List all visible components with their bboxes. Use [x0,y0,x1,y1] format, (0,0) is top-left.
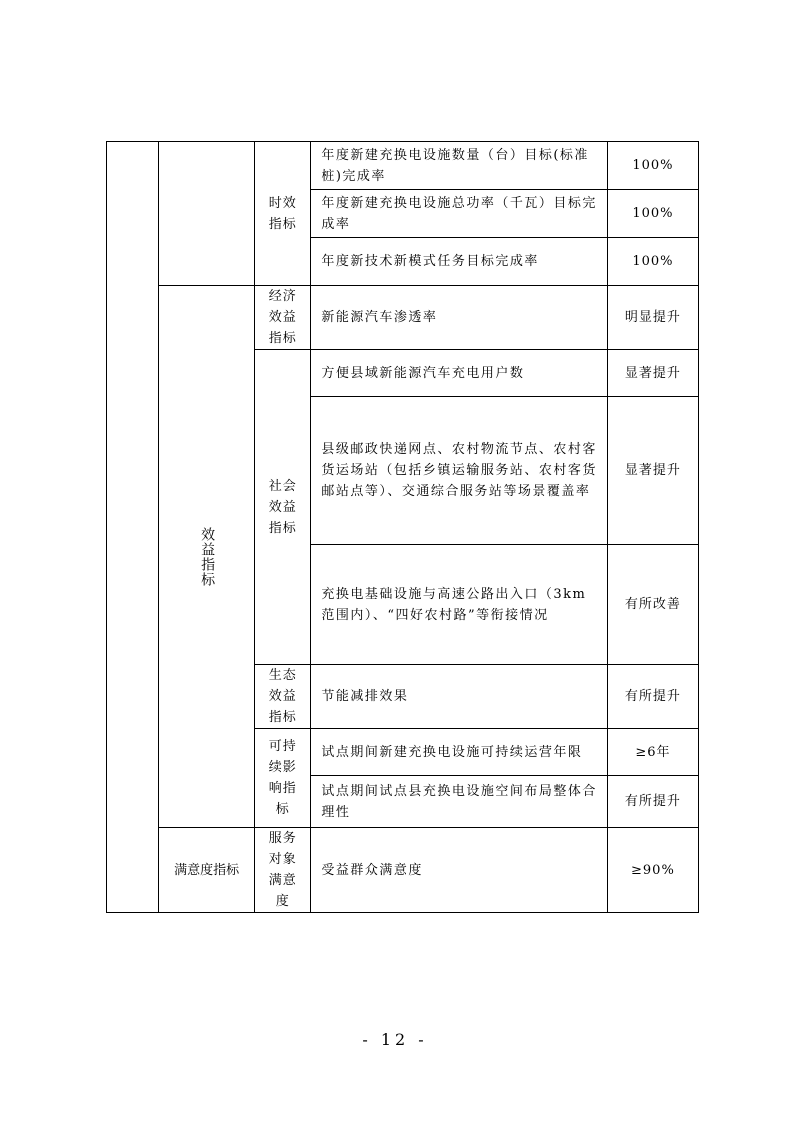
value-cell: 明显提升 [607,286,698,350]
indicator-cell: 县级邮政快递网点、农村物流节点、农村客货运场站（包括乡镇运输服务站、农村客货邮站点等）、交通综合服务站等场景覆盖率 [311,397,608,545]
level2-cell-satisfaction: 满意度指标 [159,828,255,913]
value-cell: 有所改善 [607,545,698,665]
value-cell: 有所提升 [607,776,698,828]
value-cell: 显著提升 [607,397,698,545]
indicator-cell: 充换电基础设施与高速公路出入口（3km范围内）、“四好农村路”等衔接情况 [311,545,608,665]
indicator-cell: 年度新技术新模式任务目标完成率 [311,238,608,286]
level1-cell [107,142,159,913]
level2-cell-benefit: 效益指标 [159,286,255,828]
level3-cell-sustainable: 可持续影响指标 [255,729,311,828]
level3-cell-economic: 经济效益指标 [255,286,311,350]
value-cell: 100% [607,190,698,238]
value-cell: 有所提升 [607,665,698,729]
table-row [107,286,699,350]
value-cell: 显著提升 [607,350,698,397]
indicator-table [106,141,699,913]
indicator-cell: 方便县域新能源汽车充电用户数 [311,350,608,397]
indicator-cell: 年度新建充换电设施数量（台）目标(标准桩)完成率 [311,142,608,190]
level2-cell-empty [159,142,255,286]
value-cell: 100% [607,142,698,190]
indicator-cell: 试点期间试点县充换电设施空间布局整体合理性 [311,776,608,828]
value-cell: ≥6年 [607,729,698,776]
indicator-cell: 新能源汽车渗透率 [311,286,608,350]
level3-cell-service: 服务对象满意度 [255,828,311,913]
value-cell: ≥90% [607,828,698,913]
table-row [107,142,699,190]
indicator-cell: 试点期间新建充换电设施可持续运营年限 [311,729,608,776]
level3-cell-social: 社会效益指标 [255,350,311,665]
page-number: - 12 - [362,1030,428,1049]
indicator-cell: 受益群众满意度 [311,828,608,913]
indicator-cell: 节能减排效果 [311,665,608,729]
level3-cell-ecological: 生态效益指标 [255,665,311,729]
level3-cell-timeliness: 时效指标 [255,142,311,286]
value-cell: 100% [607,238,698,286]
indicator-cell: 年度新建充换电设施总功率（千瓦）目标完成率 [311,190,608,238]
table-row [107,828,699,913]
